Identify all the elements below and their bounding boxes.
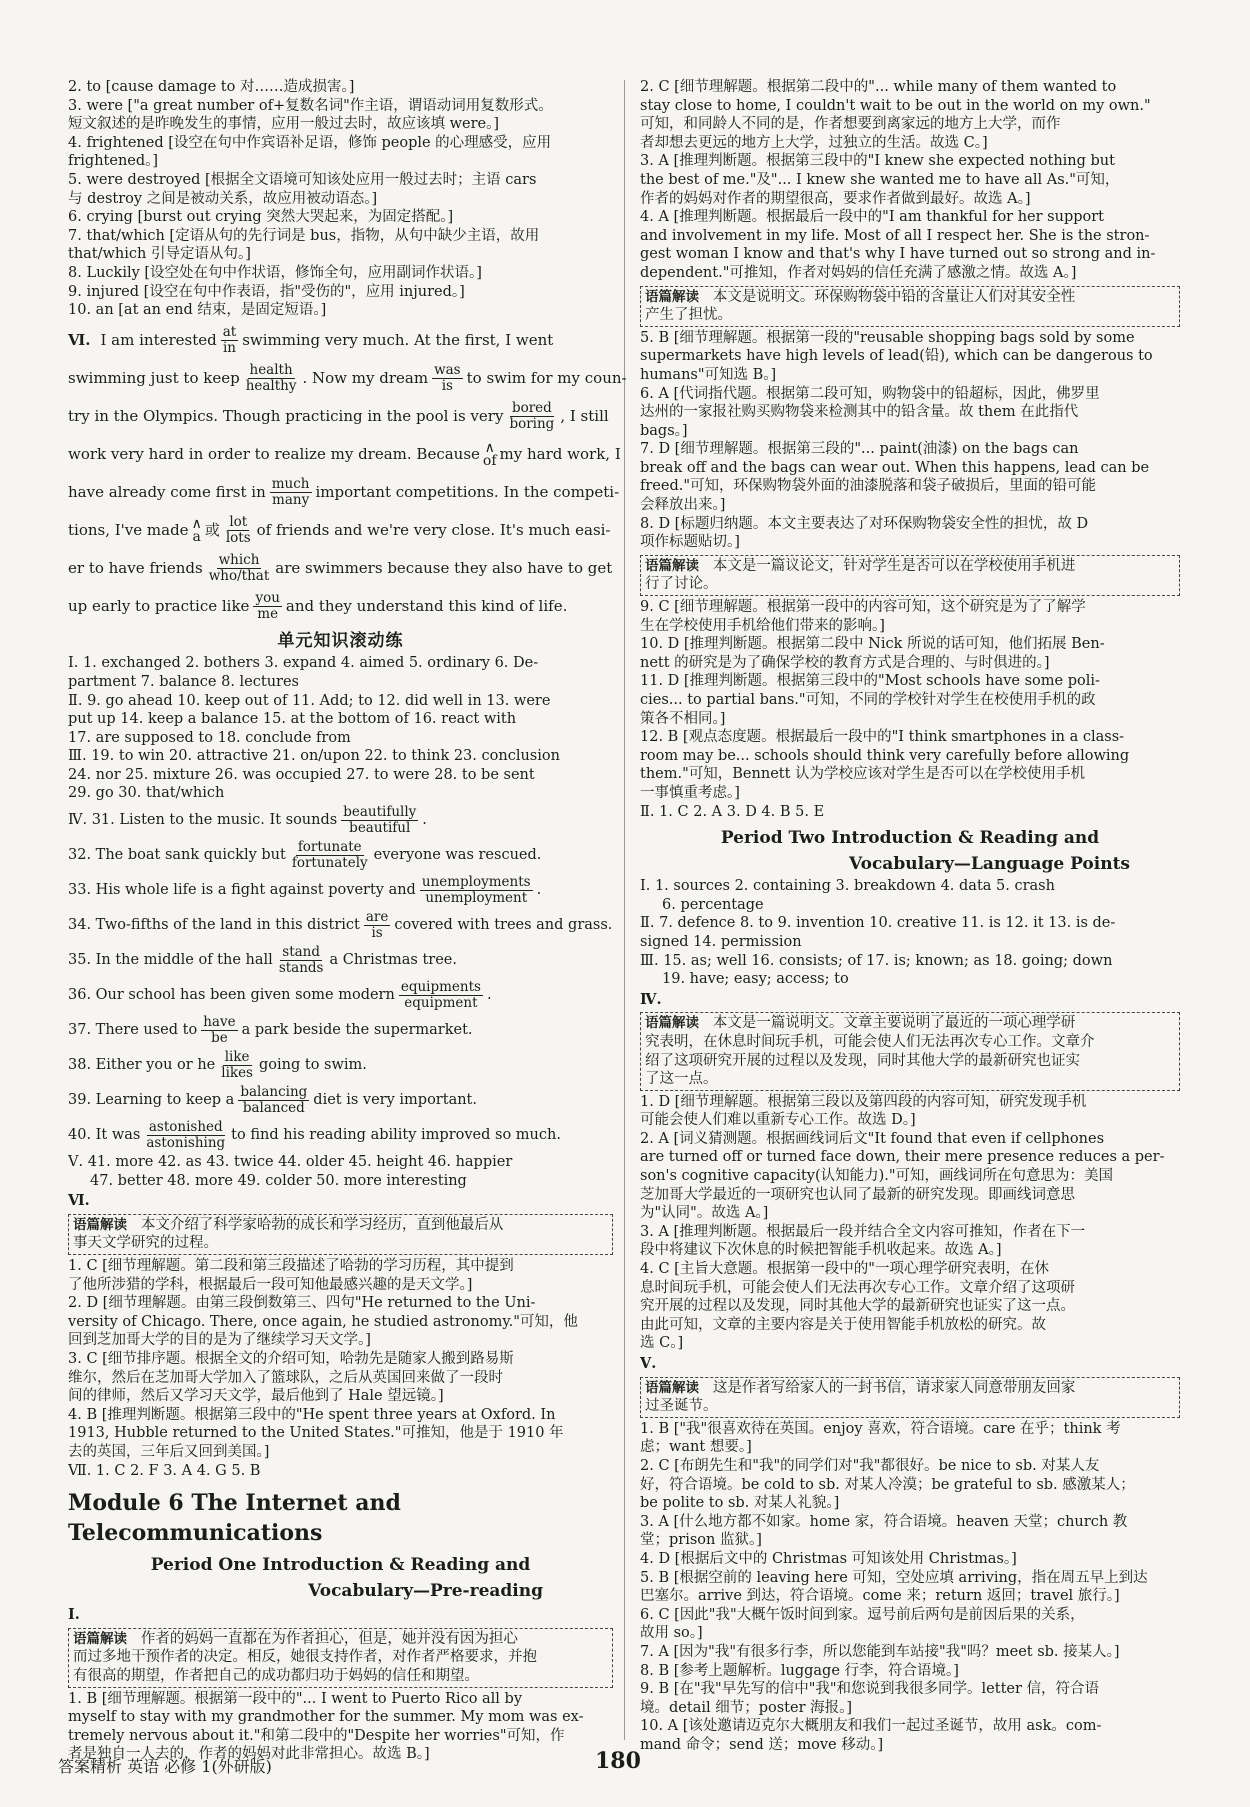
correction-fraction: stand stands [278,944,324,977]
answer-line: 者是独自一人去的，作者的妈妈对此非常担心。故选 B。] [68,1746,430,1763]
answer-line: 芝加哥大学最近的一项研究也认同了最新的研究发现。即画线词意思 [640,1186,1075,1203]
answer-line: 达州的一家报社购买购物袋来检测其中的铅含量。故 them 在此指代 [640,404,1079,421]
answer-line: 5. B [细节理解题。根据第一段的"reusable shopping bags sold by some [640,329,1135,346]
answer-line: 6. percentage [662,896,764,913]
answer-line: 12. B [观点态度题。根据最后一段中的"I think smartphones in a class- [640,729,1125,746]
answer-line: Ⅱ. 7. defence 8. to 9. invention 10. creative 11. is 12. it 13. is de- [640,915,1116,932]
text: . [422,812,427,829]
correction-line [68,978,613,1013]
correction-fraction: fortunate fortunately [291,839,368,872]
answer-line: 3. A [推理判断题。根据第三段中的"I knew she expected nothing but [640,153,1115,170]
text: , I still [560,407,609,426]
correction-fraction: which who/that [208,552,270,585]
correction-line [68,1083,613,1118]
text: 35. In the middle of the hall [68,952,273,969]
text: swimming just to keep [68,369,240,388]
reading-summary-box [640,1377,1180,1418]
summary-text: 行了讨论。 [645,576,718,593]
section-7-answers: Ⅶ. 1. C 2. F 3. A 4. G 5. B [68,1462,261,1479]
answer-line: are turned off or turned face down, their mere presence reduces a per- [640,1149,1165,1166]
text: Ⅳ. 31. Listen to the music. It sounds [68,812,338,829]
correction-fraction: lot lots [225,514,251,547]
answer-line: 8. Luckily [设空处在句中作状语，修饰全句，应用副词作状语。] [68,264,482,281]
answer-line: bags。] [640,422,688,439]
answer-line: 11. D [推理判断题。根据第三段中的"Most schools have some poli- [640,673,1100,690]
answer-line: 3. A [推理判断题。根据最后一段并结合全文内容可推知，作者在下一 [640,1223,1086,1240]
correction-fraction: like likes [221,1049,253,1082]
section-label: Ⅴ. [640,1355,657,1372]
right-column [640,78,1180,1754]
answer-line: and involvement in my life. Most of all I respect her. She is the stron- [640,227,1150,244]
answer-line: 8. B [参考上题解析。luggage 行李，符合语境。] [640,1662,959,1679]
answer-line: the best of me."及"... I knew she wanted me to have all As."可知， [640,171,1120,188]
summary-text: 本文是一篇说明文。文章主要说明了最近的一项心理学研 [712,1015,1076,1032]
module-title: Module 6 The Internet and Telecommunications [68,1490,401,1547]
reading-answers [640,78,1180,283]
reading-answers [640,1093,1180,1374]
summary-text: 过圣诞节。 [645,1398,718,1415]
summary-text: 事天文学研究的过程。 [73,1235,218,1252]
summary-tag: 语篇解读 [645,557,699,574]
answer-line: tremely nervous about it."和第二段中的"Despite her worries"可知，作 [68,1727,565,1744]
answer-line: 间的律师，然后又学习天文学，最后他到了 Hale 望远镜。] [68,1388,444,1405]
answer-line: 巴塞尔。arrive 到达，符合语境。come 来；return 返回；travel 旅行。] [640,1588,1120,1605]
answer-line: 与 destroy 之间是被动关系，故应用被动语态。] [68,190,378,207]
answer-line: 6. C [因此"我"大概午饭时间到家。逗号前后两句是前因后果的关系， [640,1606,1085,1623]
answer-line: 9. B [在"我"早先写的信中"我"和您说到我很多同学。letter 信，符合语 [640,1681,1100,1698]
answer-line: 19. have; easy; access; to [662,971,849,988]
section-5-answers [68,78,613,320]
text: 40. It was [68,1127,141,1144]
answer-line: 1913, Hubble returned to the United States."可推知，他是于 1910 年 [68,1425,564,1442]
answer-line: Ⅲ. 19. to win 20. attractive 21. on/upon 22. to think 23. conclusion [68,748,560,765]
answer-line: 29. go 30. that/which [68,785,225,802]
answer-line: 3. C [细节排序题。根据全文的介绍可知，哈勃先是随家人搬到路易斯 [68,1351,514,1367]
answer-line: 生在学校使用手机给他们带来的影响。] [640,617,885,634]
text: 39. Learning to keep a [68,1092,235,1109]
answer-line: 会释放出来。] [640,497,726,514]
answer-line: 6. A [代词指代题。根据第二段可知，购物袋中的铅超标，因此，佛罗里 [640,385,1100,402]
answer-line: 项作标题贴切。] [640,534,740,551]
correction-line [68,360,627,398]
answer-line: freed."可知，环保购物袋外面的油漆脱落和袋子破损后，里面的铅可能 [640,478,1097,495]
text: everyone was rescued. [373,847,542,864]
answer-line: Ⅰ. 1. exchanged 2. bothers 3. expand 4. aimed 5. ordinary 6. De- [68,655,539,672]
answer-line: 选 C。] [640,1335,684,1352]
text: going to swim. [258,1057,367,1074]
reading-summary-box [640,286,1180,327]
period-subtitle: Vocabulary—Pre-reading [308,1581,543,1602]
reading-answers [68,1690,613,1764]
answer-line: cies... to partial bans."可知，不同的学校针对学生在校使用手机的政 [640,692,1096,708]
error-correction-passage [68,322,627,626]
answer-line: 好，符合语境。be cold to sb. 对某人冷漠；be grateful to sb. 感激某人； [640,1476,1135,1493]
answer-line: 息时间玩手机，可能会使人们无法再次专心工作。文章介绍了这项研 [640,1279,1075,1296]
correction-fraction: unemployments unemployment [421,874,531,907]
answer-line: break off and the bags can wear out. When this happens, lead can be [640,459,1150,476]
summary-text: 绍了这项研究开展的过程以及发现，同时其他大学的最新研究也证实 [645,1052,1080,1069]
answer-line: partment 7. balance 8. lectures [68,673,299,690]
reading-answers [640,598,1180,821]
answer-line: 策各不相同。] [640,710,726,727]
text: 34. Two-fifths of the land in this district [68,917,360,934]
answer-line: 由此可知，文章的主要内容是关于使用智能手机放松的研究。故 [640,1316,1046,1333]
answer-line: room may be... schools should think very carefully before allowing [640,747,1130,764]
correction-line [68,1013,613,1048]
reading-summary-box [640,1012,1180,1090]
text: my hard work, I [499,445,621,464]
answer-line: be polite to sb. 对某人礼貌。] [640,1495,840,1512]
correction-fraction: health healthy [245,362,297,395]
answer-line: 4. A [推理判断题。根据最后一段中的"I am thankful for her support [640,209,1105,226]
answer-line: 7. that/which [定语从句的先行词是 bus，指物，从句中缺少主语，故用 [68,227,540,244]
correction-line [68,1118,613,1153]
answer-line: 4. frightened [设空在句中作宾语补足语，修饰 people 的心理感受，应用 [68,134,552,151]
text: to swim for my coun- [466,369,627,388]
summary-tag: 语篇解读 [73,1216,127,1233]
answer-line: 段中将建议下次休息的时候把智能手机收起来。故选 A。] [640,1242,1002,1259]
answer-line: 2. C [细节理解题。根据第二段中的"... while many of them wanted to [640,79,1117,95]
correction-line [68,1048,613,1083]
text: covered with trees and grass. [394,917,613,934]
correction-fraction: bored boring [509,400,555,433]
text: . [486,987,492,1004]
period-title: Period Two Introduction & Reading and [720,828,1100,849]
answer-line: 堂；prison 监狱。] [640,1532,762,1549]
section-label: Ⅳ. [640,990,662,1008]
answer-line: 10. an [at an end 结束，是固定短语。] [68,302,327,319]
answer-line: 5. were destroyed [根据全文语境可知该处应用一般过去时；主语 cars [68,171,537,188]
summary-text: 产生了担忧。 [645,307,732,324]
answer-line: 作者的妈妈对作者的期望很高，要求作者做到最好。故选 A。] [640,190,1031,207]
answer-line: signed 14. permission [640,933,802,950]
answer-line: 4. D [根据后文中的 Christmas 可知该处用 Christmas。] [640,1550,1017,1567]
answer-line: Ⅰ. 1. sources 2. containing 3. breakdown 4. data 5. crash [640,878,1055,895]
answer-line: 可知，和同龄人不同的是，作者想要到离家远的地方上大学，而作 [640,116,1061,133]
section-label: Ⅰ. [68,1606,80,1624]
summary-text: 这是作者写给家人的一封书信，请求家人同意带朋友回家 [712,1379,1076,1396]
correction-fraction: beautifully beautiful [343,804,417,837]
text: 或 [204,521,220,540]
answer-line: Ⅲ. 15. as; well 16. consists; of 17. is; known; as 18. going; down [640,952,1113,969]
correction-line [68,398,613,436]
answer-line: 17. are supposed to 18. conclude from [68,729,351,746]
answer-line: 者却想去更远的地方上大学，过独立的生活。故选 C。] [640,134,988,151]
answer-line: them."可知，Bennett 认为学校应该对学生是否可以在学校使用手机 [640,766,1086,783]
section-5-fill [68,1153,613,1190]
text: to find his reading ability improved so much. [231,1127,561,1144]
answer-line: that/which 引导定语从句。] [68,246,251,263]
vocabulary-answers [640,877,1180,1009]
answer-line: 2. A [词义猜测题。根据画线词后文"It found that even if cellphones [640,1130,1105,1147]
text: I am interested [100,331,217,350]
correction-line [68,803,613,838]
answer-line: 了他所涉猎的学科，根据最后一段可知他最感兴趣的是天文学。] [68,1276,473,1293]
correction-fraction: have be [203,1014,236,1047]
footer-book-title: 答案精析 英语 必修 1(外研版) [58,1757,272,1776]
summary-text: 作者的妈妈一直都在为作者担心，但是，她并没有因为担心 [140,1630,518,1647]
answer-line: 5. B [根据空前的 leaving here 可知，空处应填 arriving，指在周五早上到达 [640,1569,1148,1586]
text: 38. Either you or he [68,1057,216,1074]
period-title: Period One Introduction & Reading and [150,1555,531,1576]
period-subtitle: Vocabulary—Language Points [848,854,1130,875]
answer-line: 4. B [推理判断题。根据第三段中的"He spent three years at Oxford. In [68,1406,556,1423]
correction-line [68,512,613,550]
text: and they understand this kind of life. [285,597,568,616]
column-divider [624,80,625,1740]
unit-review-answers [68,654,613,803]
answer-line: 可能会使人们难以重新专心工作。故选 D。] [640,1112,916,1129]
answer-line: myself to stay with my grandmother for the summer. My mom was ex- [68,1709,584,1726]
answer-line: 7. D [细节理解题。根据第三段的"... paint(油漆) on the bags can [640,441,1079,458]
answer-line: 回到芝加哥大学的目的是为了继续学习天文学。] [68,1332,371,1349]
text: try in the Olympics. Though practicing in the pool is very [68,407,504,426]
text: important competitions. In the competi- [315,483,620,502]
sentence-correction-list [68,803,613,1153]
cloze-answers [640,1420,1180,1755]
answer-line: 10. D [推理判断题。根据第二段中 Nick 所说的话可知，他们拓展 Ben- [640,636,1105,653]
correction-fraction: at in [222,324,237,357]
text: 36. Our school has been given some modern [68,987,395,1004]
answer-line: 3. were ["a great number of+复数名词"作主语，谓语动词用复数形式。 [68,97,553,114]
summary-tag: 语篇解读 [73,1630,127,1647]
answer-line: 1. B ["我"很喜欢待在英国。enjoy 喜欢，符合语境。care 在乎；think 考 [640,1420,1121,1437]
summary-tag: 语篇解读 [645,1379,699,1396]
text: diet is very important. [313,1092,477,1109]
answer-line: 10. A [该处邀请迈克尔大概朋友和我们一起过圣诞节，故用 ask。com- [640,1718,1102,1735]
answer-line: 8. D [标题归纳题。本文主要表达了对环保购物袋安全性的担忧，故 D [640,515,1089,532]
text: er to have friends [68,559,203,578]
answer-line: dependent."可推知，作者对妈妈的信任充满了感激之情。故选 A。] [640,264,1077,281]
answer-line: 1. B [细节理解题。根据第一段中的"... I went to Puerto Rico all by [68,1690,523,1707]
correction-fraction: balancing balanced [240,1084,308,1117]
correction-fraction: are is [365,909,389,942]
summary-text: 本文是一篇议论文，针对学生是否可以在学校使用手机进 [712,557,1076,574]
insert-mark: ∧ a [191,515,202,545]
answer-line: 1. D [细节理解题。根据第三段以及第四段的内容可知，研究发现手机 [640,1093,1087,1110]
answer-line: gest woman I know and that's why I have turned out so strong and in- [640,246,1156,263]
answer-line: Ⅱ. 1. C 2. A 3. D 4. B 5. E [640,803,825,820]
reading-answers [68,1257,613,1462]
correction-line [68,838,613,873]
section-label: Ⅵ. [68,331,91,350]
answer-line: son's cognitive capacity(认知能力)."可知，画线词所在句意思为：美国 [640,1168,1114,1185]
answer-line: 故用 so。] [640,1625,703,1642]
summary-tag: 语篇解读 [645,1015,699,1032]
answer-line: supermarkets have high levels of lead(铅), which can be dangerous to [640,348,1153,365]
summary-text: 而过多地干预作者的决定。相反，她很支持作者，对作者严格要求，并抱 [73,1649,537,1666]
summary-text: 有很高的期望，作者把自己的成功都归功于妈妈的信任和期望。 [73,1667,479,1684]
correction-fraction: astonished astonishing [146,1119,226,1152]
answer-line: versity of Chicago. There, once again, he studied astronomy."可知，他 [68,1313,578,1330]
correction-fraction: was is [434,362,461,395]
answer-line: 6. crying [burst out crying 突然大哭起来，为固定搭配。] [68,209,454,226]
text: up early to practice like [68,597,250,616]
answer-line: 7. A [因为"我"有很多行李，所以您能到车站接"我"吗？meet sb. 接某人。] [640,1643,1120,1660]
summary-text: 本文是说明文。环保购物袋中铅的含量让人们对其安全性 [712,288,1076,305]
answer-line: 4. C [主旨大意题。根据第一段中的"一项心理学研究表明，在休 [640,1261,1049,1278]
summary-text: 究表明，在休息时间玩手机，可能会使人们无法再次专心工作。文章介 [645,1033,1095,1050]
answer-line: 去的英国，三年后又回到美国。] [68,1443,270,1460]
answer-line: 24. nor 25. mixture 26. was occupied 27. to were 28. to be sent [68,766,535,783]
answer-line: Ⅱ. 9. go ahead 10. keep out of 11. Add; to 12. did well in 13. were [68,692,551,709]
text: swimming very much. At the first, I went [242,331,554,350]
correction-fraction: much many [271,476,310,509]
answer-line: nett 的研究是为了确保学校的教育方式是合理的、与时俱进的。] [640,654,1050,671]
answer-line: 1. C [细节理解题。第二段和第三段描述了哈勃的学习历程，其中提到 [68,1258,514,1275]
correction-line [68,588,613,626]
text: are swimmers because they also have to get [275,559,613,578]
summary-text: 了这一点。 [645,1071,718,1088]
correction-line [68,322,613,360]
text: 33. His whole life is a fight against poverty and [68,882,416,899]
text: work very hard in order to realize my dream. Because [68,445,480,464]
answer-line: 为"认同"。故选 A。] [640,1205,769,1222]
reading-summary-box [640,555,1180,596]
summary-tag: 语篇解读 [645,288,699,305]
insert-mark: ∧ of [482,439,497,469]
text: have already come first in [68,483,266,502]
correction-line [68,873,613,908]
answer-line: put up 14. keep a balance 15. at the bottom of 16. react with [68,711,517,728]
answer-line: frightened。] [68,153,159,170]
answer-line: 47. better 48. more 49. colder 50. more interesting [90,1172,467,1189]
left-column [68,78,627,1764]
answer-line: 维尔，然后在芝加哥大学加入了篮球队，之后从英国回来做了一段时 [68,1369,503,1386]
summary-text: 本文介绍了科学家哈勃的成长和学习经历，直到他最后从 [140,1216,504,1233]
answer-line: humans"可知选 B。] [640,366,777,383]
text: 32. The boat sank quickly but [68,847,286,864]
answer-line: 2. to [cause damage to 对……造成损害。] [68,79,355,95]
answer-line: 2. C [布朗先生和"我"的同学们对"我"都很好。be nice to sb. 对某人友 [640,1457,1100,1474]
answer-line: 短文叙述的是昨晚发生的事情，应用一般过去时，故应该填 were。] [68,116,500,133]
text: a park beside the supermarket. [241,1022,473,1039]
text: a Christmas tree. [329,952,457,969]
answer-line: stay close to home, I couldn't wait to be out in the world on my own." [640,97,1151,114]
correction-line [68,436,621,474]
text: 37. There used to [68,1022,198,1039]
section-label: Ⅵ. [68,1192,90,1210]
answer-line: 究开展的过程以及发现，同时其他大学的最新研究也证实了这一点。 [640,1298,1075,1315]
text: of friends and we're very close. It's much easi- [256,521,611,540]
answer-line: Ⅴ. 41. more 42. as 43. twice 44. older 45. height 46. happier [68,1154,513,1171]
text: . [536,882,542,899]
answer-line: 一事慎重考虑。] [640,784,740,801]
text: . Now my dream [302,369,429,388]
unit-title: 单元知识滚动练 [277,630,404,651]
text: tions, I've made [68,521,189,540]
answer-line: 2. D [细节理解题。由第三段倒数第三、四句"He returned to the Uni- [68,1295,536,1312]
answer-line: 9. injured [设空在句中作表语，指"受伤的"，应用 injured。] [68,283,465,300]
correction-fraction: you me [255,590,280,623]
correction-line [68,908,613,943]
correction-fraction: equipments equipment [400,979,481,1012]
answer-line: 9. C [细节理解题。根据第一段中的内容可知，这个研究是为了了解学 [640,599,1086,616]
reading-summary-box [68,1628,613,1688]
correction-line [68,474,620,512]
correction-line [68,550,613,588]
answer-line: 境。detail 细节；poster 海报。] [640,1699,853,1716]
correction-line [68,943,613,978]
page-number: 180 [595,1748,641,1774]
answer-line: 虑；want 想要。] [640,1439,752,1456]
reading-answers [640,329,1180,552]
answer-line: 3. A [什么地方都不如家。home 家，符合语境。heaven 天堂；church 教 [640,1513,1128,1530]
answer-line: mand 命令；send 送；move 移动。] [640,1736,884,1753]
reading-summary-box [68,1214,613,1255]
